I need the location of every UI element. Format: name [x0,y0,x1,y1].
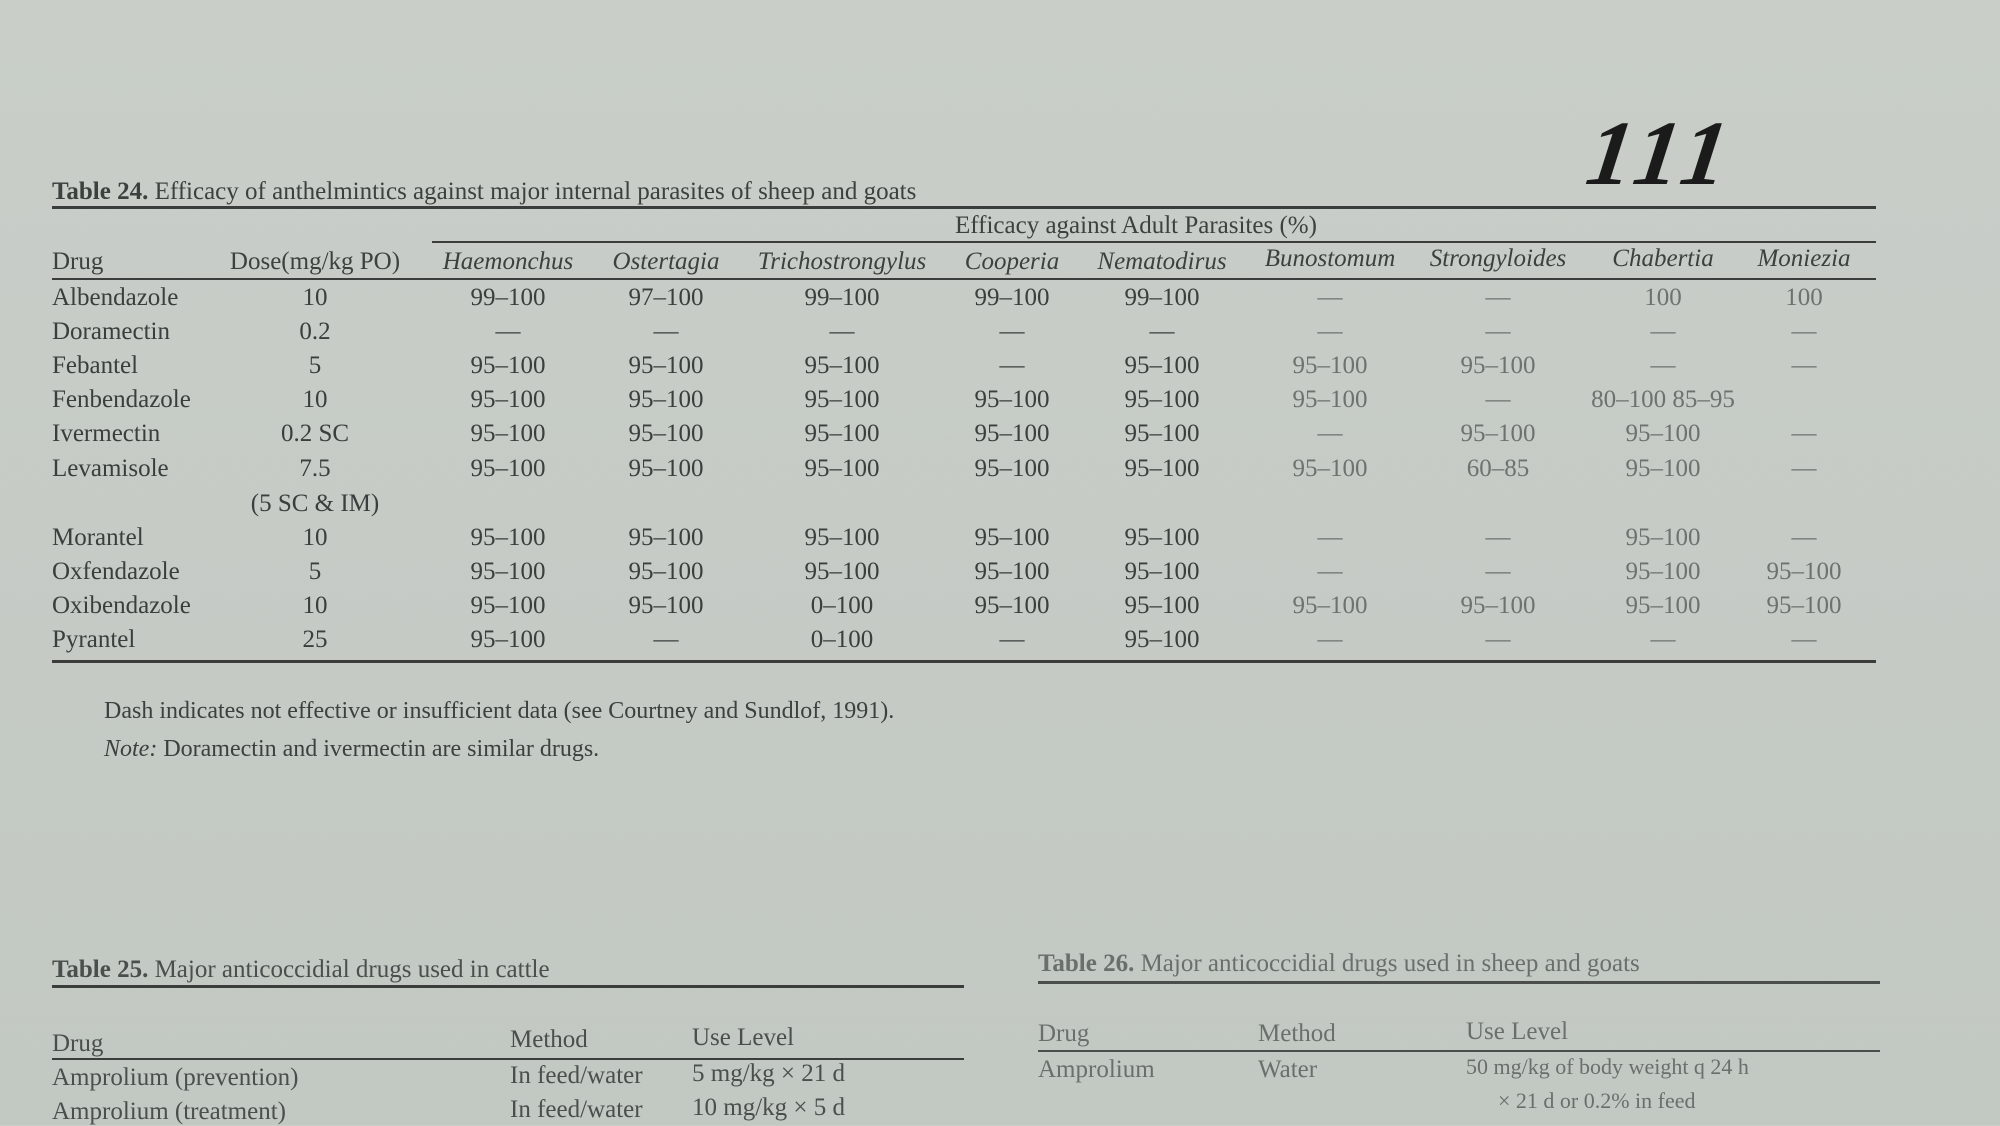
efficacy-value: — [1791,455,1817,482]
efficacy-value: 95–100 [804,524,880,551]
drug-name: Fenbendazole [52,386,191,413]
efficacy-value: 95–100 [1292,592,1368,619]
table-25-cell: Amprolium (prevention) [52,1064,299,1091]
table-26-header-method: Method [1258,1020,1336,1047]
dose-value: 10 [302,524,328,551]
table-25-label: Table 25. [52,956,149,983]
efficacy-value: 100 [1644,284,1682,311]
column-header-moniezia: Moniezia [1757,245,1851,272]
table-25-header-drug: Drug [52,1030,104,1057]
efficacy-value: 95–100 [1625,592,1701,619]
column-header-trichostrongylus: Trichostrongylus [757,248,927,275]
efficacy-value: — [1485,284,1511,311]
efficacy-value: 95–100 [1124,352,1200,379]
efficacy-value: 95–100 [470,455,546,482]
table-26-header-use-level: Use Level [1466,1018,1569,1045]
drug-name: Pyrantel [52,626,136,653]
efficacy-value: 99–100 [1124,284,1200,311]
table-25-caption [52,956,550,984]
efficacy-value: 95–100 [470,386,546,413]
note-text: Doramectin and ivermectin are similar drugs. [163,736,600,762]
efficacy-value: 97–100 [628,284,704,311]
efficacy-value: — [1791,352,1817,379]
efficacy-value: 95–100 [628,386,704,413]
column-header-bunostomum: Bunostomum [1264,245,1396,272]
efficacy-value: 0–100 [810,592,874,619]
efficacy-value: — [1650,352,1676,379]
table-26-header-drug: Drug [1038,1020,1090,1047]
table-25-cell: Amprolium (treatment) [52,1098,286,1125]
efficacy-value: — [999,318,1025,345]
drug-name: Oxfendazole [52,558,180,585]
efficacy-value: 95–100 [804,558,880,585]
dose-value: 10 [302,386,328,413]
efficacy-value: 95–100 [1124,592,1200,619]
efficacy-value: — [999,626,1025,653]
column-header-cooperia: Cooperia [964,248,1060,275]
table-24-title: Efficacy of anthelmintics against major internal parasites of sheep and goats [154,178,917,205]
table-26-cell: 50 mg/kg of body weight q 24 h [1466,1054,1749,1079]
group-header-rule [432,241,1876,243]
efficacy-value: 95–100 [1766,558,1842,585]
efficacy-group-header: Efficacy against Adult Parasites (%) [955,212,1317,239]
table-25-cell: In feed/water [510,1062,643,1089]
table-26-title: Major anticoccidial drugs used in sheep and goats [1140,950,1640,977]
efficacy-value: — [1791,318,1817,345]
efficacy-value: — [1317,524,1343,551]
table-24-note-similar [104,736,599,763]
table-26-label: Table 26. [1038,950,1135,977]
dose-value: (5 SC & IM) [250,490,380,517]
drug-name: Morantel [52,524,144,551]
efficacy-value: 99–100 [470,284,546,311]
efficacy-value: 95–100 [1124,420,1200,447]
note-label: Note: [104,736,158,762]
efficacy-value: 95–100 [804,352,880,379]
efficacy-value: 100 [1785,284,1823,311]
efficacy-value: 95–100 [974,386,1050,413]
efficacy-value: 95–100 [470,558,546,585]
efficacy-value: — [999,352,1025,379]
efficacy-value: 0–100 [810,626,874,653]
drug-name: Ivermectin [52,420,161,447]
column-header-drug: Drug [52,248,104,275]
efficacy-value: 95–100 [1625,420,1701,447]
drug-name: Febantel [52,352,139,379]
column-header-rule [52,278,1876,280]
drug-name: Doramectin [52,318,171,345]
table-26-top-rule [1038,981,1880,984]
drug-name: Albendazole [52,284,179,311]
efficacy-value: 95–100 [1625,455,1701,482]
table-24-caption [52,178,916,206]
table-25-title: Major anticoccidial drugs used in cattle [154,956,550,983]
drug-name: Levamisole [52,455,169,482]
efficacy-value: 95–100 [974,420,1050,447]
efficacy-value: 60–85 [1466,455,1530,482]
table-26-cell: Amprolium [1038,1056,1155,1083]
efficacy-value: 95–100 [1766,592,1842,619]
efficacy-value: 95–100 [1124,455,1200,482]
efficacy-value: — [1485,386,1511,413]
efficacy-value: 95–100 [1460,592,1536,619]
efficacy-value: 95–100 [974,524,1050,551]
efficacy-value: 95–100 [1292,455,1368,482]
efficacy-value: 95–100 [470,352,546,379]
efficacy-value: — [1485,524,1511,551]
efficacy-value: — [1317,318,1343,345]
dose-value: 0.2 [299,318,331,345]
efficacy-value: 95–100 [974,558,1050,585]
table-26-header-rule [1038,1050,1880,1052]
table-24-label: Table 24. [52,178,149,205]
efficacy-value: — [1791,626,1817,653]
efficacy-value: — [829,318,855,345]
column-header-dose: Dose(mg/kg PO) [229,248,401,275]
dose-value: 0.2 SC [280,420,350,447]
efficacy-value: 95–100 [470,626,546,653]
table-25-header-use-level: Use Level [692,1024,795,1051]
efficacy-value: 95–100 [974,455,1050,482]
drug-name: Oxibendazole [52,592,191,619]
table-25-cell: In feed/water [510,1096,643,1123]
efficacy-value: 95–100 [804,455,880,482]
efficacy-value: — [495,318,521,345]
efficacy-value: 95–100 [628,592,704,619]
efficacy-value: 95–100 [1625,558,1701,585]
efficacy-value: — [1485,318,1511,345]
efficacy-value: 99–100 [974,284,1050,311]
efficacy-value: — [1317,626,1343,653]
efficacy-value: 95–100 [1124,626,1200,653]
table-24-top-rule [52,206,1876,209]
efficacy-value: 95–100 [1460,420,1536,447]
column-header-strongyloides: Strongyloides [1429,245,1567,272]
dose-value: 10 [302,592,328,619]
efficacy-value: 95–100 [470,420,546,447]
dose-value: 25 [302,626,328,653]
efficacy-value: 95–100 [1124,524,1200,551]
efficacy-value: 95–100 [974,592,1050,619]
efficacy-value: 95–100 [628,558,704,585]
efficacy-value: 95–100 [1292,386,1368,413]
efficacy-value: — [653,626,679,653]
efficacy-value: 95–100 [628,352,704,379]
table-26-cell: Water [1258,1056,1318,1083]
dose-value: 7.5 [299,455,331,482]
table-25-header-method: Method [510,1026,588,1053]
efficacy-value: — [653,318,679,345]
efficacy-value: 95–100 [804,386,880,413]
dose-value: 10 [302,284,328,311]
efficacy-value: 95–100 [1292,352,1368,379]
table-26-cell: × 21 d or 0.2% in feed [1498,1088,1696,1113]
column-header-chabertia: Chabertia [1612,245,1714,272]
table-24-note-dash: Dash indicates not effective or insufficient data (see Courtney and Sundlof, 1991). [104,698,895,724]
efficacy-value: — [1791,524,1817,551]
efficacy-value: — [1650,318,1676,345]
column-header-nematodirus: Nematodirus [1097,248,1227,275]
efficacy-value: 95–100 [470,524,546,551]
efficacy-value: — [1149,318,1175,345]
dose-value: 5 [308,558,322,585]
efficacy-value: — [1317,558,1343,585]
efficacy-value: 80–100 85–95 [1591,386,1735,413]
efficacy-value: 99–100 [804,284,880,311]
efficacy-value: 95–100 [470,592,546,619]
efficacy-value: — [1650,626,1676,653]
column-header-haemonchus: Haemonchus [442,248,574,275]
efficacy-value: — [1317,284,1343,311]
efficacy-value: — [1317,420,1343,447]
table-26-caption [1038,950,1640,978]
table-25-top-rule [52,985,964,988]
efficacy-value: — [1791,420,1817,447]
column-header-ostertagia: Ostertagia [612,248,720,275]
efficacy-value: — [1485,626,1511,653]
efficacy-value: 95–100 [1460,352,1536,379]
efficacy-value: 95–100 [628,524,704,551]
table-25-cell: 10 mg/kg × 5 d [692,1094,845,1121]
efficacy-value: 95–100 [1625,524,1701,551]
table-25-cell: 5 mg/kg × 21 d [692,1060,845,1087]
efficacy-value: 95–100 [804,420,880,447]
dose-value: 5 [308,352,322,379]
page-number: 111 [1580,102,1742,204]
efficacy-value: 95–100 [628,455,704,482]
efficacy-value: 95–100 [1124,386,1200,413]
efficacy-value: — [1485,558,1511,585]
efficacy-value: 95–100 [628,420,704,447]
efficacy-value: 95–100 [1124,558,1200,585]
table-24-bottom-rule [52,660,1876,663]
